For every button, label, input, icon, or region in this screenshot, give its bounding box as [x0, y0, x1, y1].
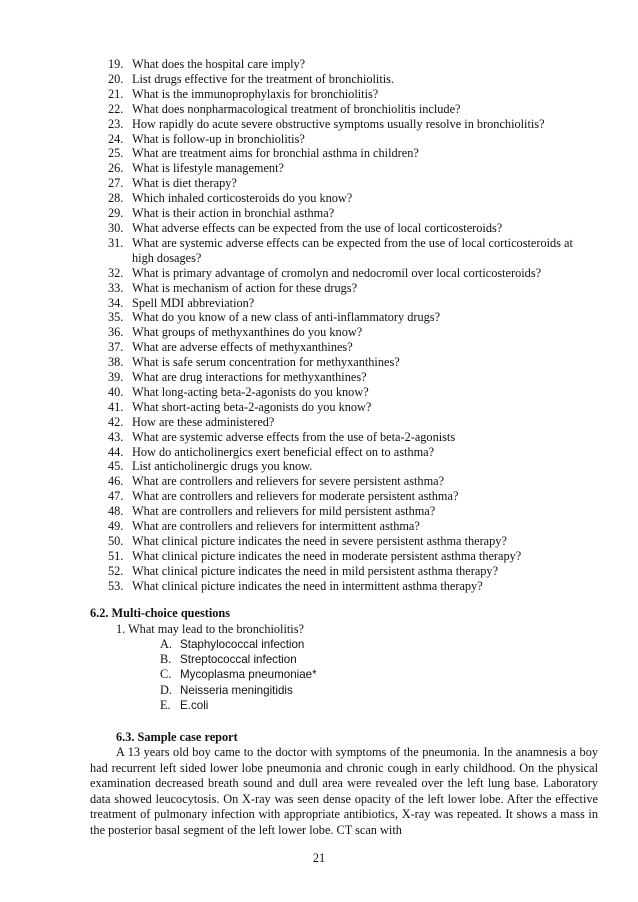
question-number: 23. [108, 116, 124, 131]
question-number: 48. [108, 504, 124, 519]
question-number: 45. [108, 459, 124, 474]
question-item [108, 176, 600, 191]
answer-options [160, 637, 317, 713]
option-text: Staphylococcal infection [180, 638, 305, 651]
answer-option [160, 698, 317, 713]
question-number: 52. [108, 563, 124, 578]
question-text: What are controllers and relievers for severe persistent asthma? [132, 474, 445, 489]
question-number: 21. [108, 86, 124, 101]
question-number: 50. [108, 534, 124, 548]
question-item [108, 519, 600, 534]
option-letter: D. [160, 682, 172, 697]
question-item [108, 87, 600, 102]
question-text: What adverse effects can be expected from the use of local corticosteroids? [132, 220, 503, 235]
option-letter: A. [160, 637, 172, 651]
question-text: What are systemic adverse effects from the use of beta-2-agonists [132, 429, 456, 444]
question-number: 26. [108, 161, 124, 176]
question-text: What is lifestyle management? [132, 161, 284, 176]
question-item [108, 132, 600, 147]
question-number: 42. [108, 414, 124, 429]
question-text: What long-acting beta-2-agonists do you know? [132, 384, 369, 399]
page-number: 21 [312, 851, 326, 865]
question-number: 46. [108, 474, 124, 489]
question-number: 37. [108, 340, 124, 355]
question-number: 32. [108, 265, 124, 280]
question-text: What are controllers and relievers for mild persistent asthma? [132, 504, 436, 519]
question-text: What clinical picture indicates the need in moderate persistent asthma therapy? [132, 548, 522, 563]
question-text: What does nonpharmacological treatment of bronchiolitis include? [132, 101, 461, 116]
question-text: What is follow-up in bronchiolitis? [132, 131, 305, 146]
question-item [108, 72, 600, 87]
question-item [108, 370, 600, 385]
question-number: 40. [108, 384, 124, 399]
question-item [108, 296, 600, 311]
question-number: 38. [108, 355, 124, 370]
question-number: 20. [108, 71, 124, 86]
option-letter: E. [160, 697, 171, 712]
question-number: 22. [108, 101, 124, 116]
question-text-continuation: high dosages? [132, 250, 202, 265]
question-item [108, 415, 600, 430]
question-number: 43. [108, 429, 124, 444]
question-item [108, 266, 600, 281]
question-text: What is the immunoprophylaxis for bronchiolitis? [132, 86, 379, 101]
question-item [108, 504, 600, 519]
question-item [108, 206, 600, 221]
case-report-text: A 13 years old boy came to the doctor with symptoms of the pneumonia. In the anamnesis a boy had recurrent left sided lower lobe pneumonia and chronic cough in early childhood. On the physical examination decreased breath sound and dull area were revealed over the left lung base. Laboratory data showed leucocytosis. On X-ray was seen dense opacity of the left lower lobe. After the effective treatment of pulmonary infection with appropriate antibiotics, X-ray was repeated. It shows a mass in the posterior basal segment of the left lower lobe. CT scan with [90, 745, 598, 837]
option-text: E.coli [180, 698, 209, 712]
question-text: How do anticholinergics exert beneficial effect on to asthma? [132, 444, 435, 459]
question-number: 35. [108, 310, 124, 325]
question-text: List anticholinergic drugs you know. [132, 459, 313, 474]
question-item [108, 57, 600, 72]
option-text: Neisseria meningitidis [180, 683, 293, 697]
question-item [108, 564, 600, 579]
question-item [108, 221, 600, 236]
question-item [108, 102, 600, 117]
question-number: 51. [108, 548, 124, 563]
question-text: Spell MDI abbreviation? [132, 295, 255, 310]
question-text: What do you know of a new class of anti-inflammatory drugs? [132, 310, 441, 325]
question-text: Which inhaled corticosteroids do you know? [132, 191, 353, 206]
question-item [108, 161, 600, 176]
multi-choice-section-title: 6.2. Multi-choice questions [90, 606, 231, 620]
answer-option [160, 683, 317, 698]
option-letter: C. [160, 667, 172, 682]
question-item [108, 549, 600, 564]
option-text: Mycoplasma pneumoniae* [180, 668, 317, 682]
question-number: 24. [108, 131, 124, 146]
question-text: List drugs effective for the treatment of bronchiolitis. [132, 71, 395, 86]
question-item [108, 325, 600, 340]
question-item [108, 355, 600, 370]
question-item [108, 400, 600, 415]
question-number: 47. [108, 489, 124, 504]
question-item [108, 146, 600, 161]
question-text: What are systemic adverse effects can be expected from the use of local corticosteroids at [132, 235, 573, 250]
question-text: What clinical picture indicates the need in mild persistent asthma therapy? [132, 563, 499, 578]
question-item [108, 430, 600, 445]
answer-option [160, 652, 317, 667]
question-item [108, 445, 600, 460]
question-number: 33. [108, 280, 124, 295]
multi-choice-question: 1. What may lead to the bronchiolitis? [116, 622, 304, 636]
question-number: 19. [108, 57, 124, 71]
question-text: What groups of methyxanthines do you know? [132, 325, 363, 340]
question-item [108, 191, 600, 206]
option-letter: B. [160, 652, 172, 667]
answer-option [160, 637, 317, 652]
question-text: How rapidly do acute severe obstructive symptoms usually resolve in bronchiolitis? [132, 116, 545, 131]
question-item [108, 385, 600, 400]
question-number: 34. [108, 295, 124, 310]
question-text: What is their action in bronchial asthma? [132, 206, 335, 221]
question-item [108, 281, 600, 296]
question-number: 49. [108, 519, 124, 534]
question-number: 29. [108, 206, 124, 221]
option-text: Streptococcal infection [180, 653, 297, 667]
question-item [108, 474, 600, 489]
question-text: What is mechanism of action for these drugs? [132, 280, 358, 295]
question-text: What is primary advantage of cromolyn and nedocromil over local corticosteroids? [132, 265, 542, 280]
question-item [108, 459, 600, 474]
question-text: What clinical picture indicates the need in severe persistent asthma therapy? [132, 534, 507, 548]
question-number: 28. [108, 191, 124, 206]
question-number: 31. [108, 235, 124, 250]
question-text: What are controllers and relievers for intermittent asthma? [132, 519, 420, 534]
question-text: What short-acting beta-2-agonists do you know? [132, 399, 372, 414]
question-number: 27. [108, 176, 124, 191]
question-text: What is diet therapy? [132, 176, 237, 191]
question-item [108, 236, 600, 266]
question-item [108, 340, 600, 355]
question-item [108, 534, 600, 549]
question-number: 30. [108, 220, 124, 235]
question-number: 41. [108, 399, 124, 414]
question-list [108, 57, 600, 594]
question-text: What clinical picture indicates the need in intermittent asthma therapy? [132, 578, 483, 593]
answer-option [160, 667, 317, 682]
question-text: What does the hospital care imply? [132, 57, 306, 71]
question-item [108, 117, 600, 132]
question-number: 36. [108, 325, 124, 340]
question-item [108, 310, 600, 325]
question-text: What are adverse effects of methyxanthines? [132, 340, 353, 355]
case-report-title: 6.3. Sample case report [116, 730, 238, 744]
question-number: 25. [108, 146, 124, 161]
question-text: What are treatment aims for bronchial asthma in children? [132, 146, 419, 161]
question-number: 44. [108, 444, 124, 459]
question-text: What are controllers and relievers for moderate persistent asthma? [132, 489, 459, 504]
question-text: What are drug interactions for methyxanthines? [132, 370, 367, 385]
question-text: How are these administered? [132, 414, 275, 429]
question-item [108, 489, 600, 504]
question-number: 39. [108, 370, 124, 385]
question-number: 53. [108, 578, 124, 593]
question-text: What is safe serum concentration for methyxanthines? [132, 355, 400, 370]
question-item [108, 579, 600, 594]
